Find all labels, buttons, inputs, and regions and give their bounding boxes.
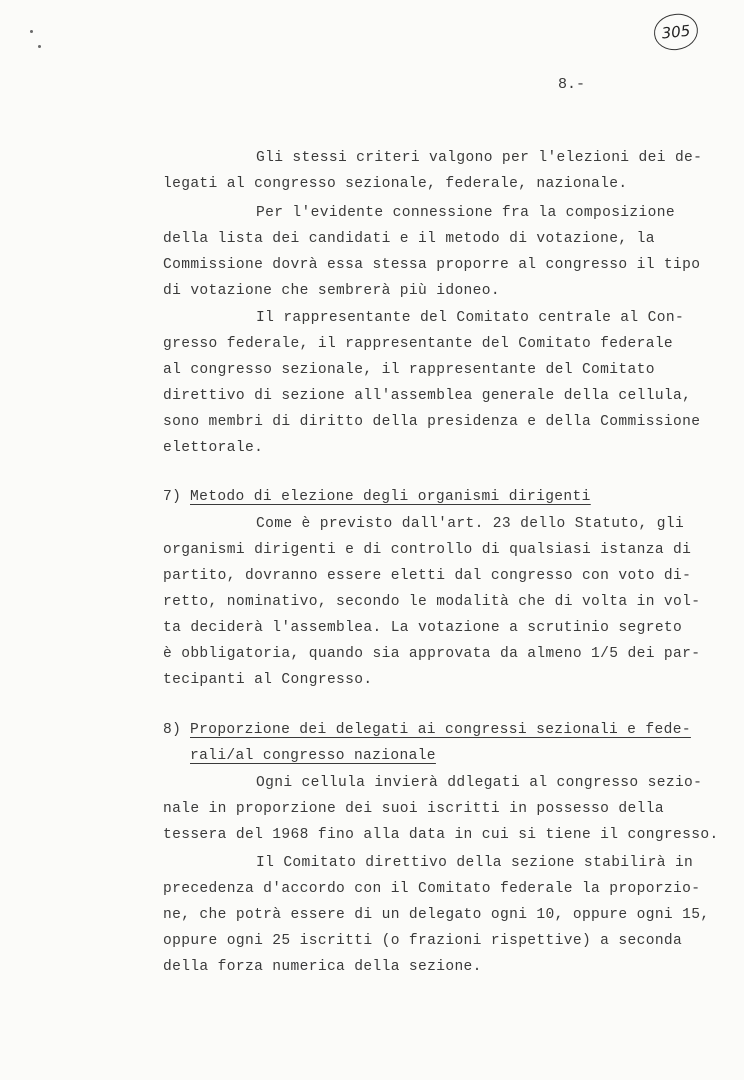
text-line: partito, dovranno essere eletti dal congresso con voto di- <box>163 568 692 584</box>
text-line: tessera del 1968 fino alla data in cui si tiene il congresso. <box>163 827 719 843</box>
text-line: legati al congresso sezionale, federale, nazionale. <box>163 176 628 192</box>
page-number: 8.- <box>558 76 586 93</box>
text-line: Ogni cellula invierà ddlegati al congresso sezio- <box>256 775 703 791</box>
section-heading-continued: rali/al congresso nazionale <box>190 748 436 764</box>
text-line: tecipanti al Congresso. <box>163 672 373 688</box>
text-line: nale in proporzione dei suoi iscritti in possesso della <box>163 801 664 817</box>
section-heading: Proporzione dei delegati ai congressi sezionali e fede- <box>190 722 691 738</box>
text-line: sono membri di diritto della presidenza e della Commissione <box>163 414 701 430</box>
text-line: retto, nominativo, secondo le modalità che di volta in vol- <box>163 594 701 610</box>
text-line: di votazione che sembrerà più idoneo. <box>163 283 500 299</box>
text-line: è obbligatoria, quando sia approvata da almeno 1/5 dei par- <box>163 646 701 662</box>
text-line: al congresso sezionale, il rappresentante del Comitato <box>163 362 655 378</box>
speck-mark <box>30 30 33 33</box>
text-line: precedenza d'accordo con il Comitato federale la proporzio- <box>163 881 701 897</box>
text-line: gresso federale, il rappresentante del Comitato federale <box>163 336 674 352</box>
text-line: ta deciderà l'assemblea. La votazione a scrutinio segreto <box>163 620 683 636</box>
text-line: organismi dirigenti e di controllo di qualsiasi istanza di <box>163 542 692 558</box>
text-line: Gli stessi criteri valgono per l'elezioni dei de- <box>256 150 703 166</box>
text-line: Il Comitato direttivo della sezione stabilirà in <box>256 855 694 871</box>
text-line: ne, che potrà essere di un delegato ogni 10, oppure ogni 15, <box>163 907 710 923</box>
text-line: della forza numerica della sezione. <box>163 959 482 975</box>
text-line: Per l'evidente connessione fra la composizione <box>256 205 675 221</box>
archive-stamp: 305 <box>652 12 700 52</box>
text-line: oppure ogni 25 iscritti (o frazioni rispettive) a seconda <box>163 933 683 949</box>
text-line: Il rappresentante del Comitato centrale al Con- <box>256 310 685 326</box>
text-line: Come è previsto dall'art. 23 dello Statuto, gli <box>256 516 685 532</box>
text-line: Commissione dovrà essa stessa proporre al congresso il tipo <box>163 257 701 273</box>
section-number: 7) <box>163 489 182 505</box>
text-line: direttivo di sezione all'assemblea generale della cellula, <box>163 388 692 404</box>
speck-mark <box>38 45 41 48</box>
text-line: elettorale. <box>163 440 264 456</box>
section-number: 8) <box>163 722 182 738</box>
text-line: della lista dei candidati e il metodo di votazione, la <box>163 231 655 247</box>
section-heading: Metodo di elezione degli organismi dirigenti <box>190 489 591 505</box>
